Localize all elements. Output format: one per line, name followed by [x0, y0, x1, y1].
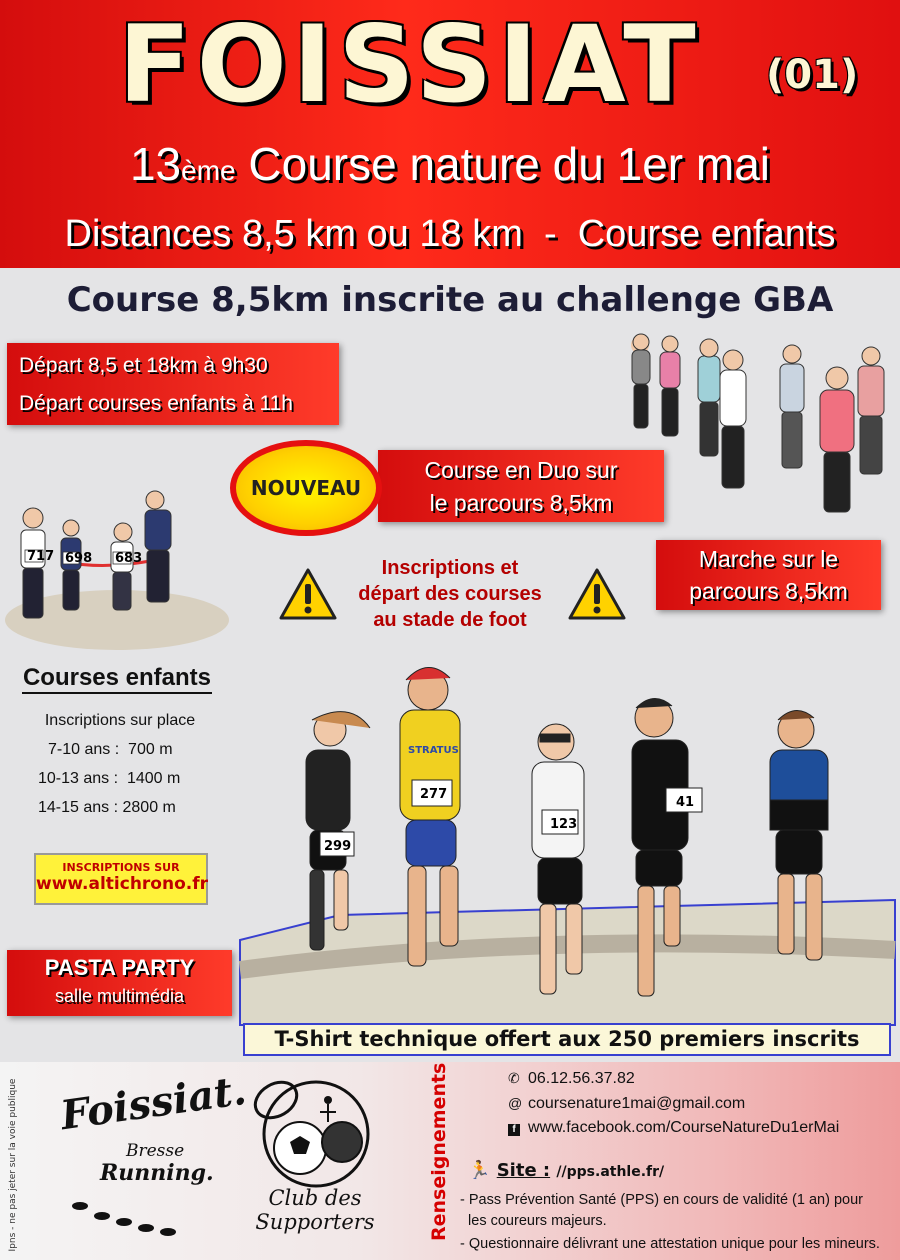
- departs-box: [7, 343, 339, 425]
- pasta-party-box: [7, 950, 232, 1016]
- ipns-notice: Ipns - ne pas jeter sur la voie publique: [8, 1078, 18, 1252]
- event-name: Course nature du 1er mai: [248, 138, 771, 190]
- phone-row: [508, 1070, 635, 1088]
- site-label: Site :: [496, 1160, 551, 1181]
- duo-line-2: le parcours 8,5km: [429, 490, 613, 516]
- depart-adults: Départ 8,5 et 18km à 9h30: [19, 354, 268, 377]
- club-line-2: Supporters: [255, 1210, 375, 1234]
- marche-box: [656, 540, 881, 610]
- bib-299: 299: [324, 839, 352, 854]
- stade-notice: [330, 555, 570, 633]
- enfants-item: 7-10 ans : 700 m: [48, 741, 173, 758]
- bib-41: 41: [676, 795, 695, 810]
- duo-course-box: [378, 450, 664, 522]
- bib-123: 123: [550, 817, 578, 832]
- department-number: (01): [766, 52, 859, 98]
- nouveau-badge: NOUVEAU: [230, 440, 382, 536]
- edition-suffix: ème: [181, 155, 236, 186]
- pps-line: - Questionnaire délivrant une attestation unique pour les mineurs.: [460, 1236, 880, 1252]
- tshirt-banner: T-Shirt technique offert aux 250 premiers inscrits: [243, 1023, 891, 1056]
- edition-number: 13: [129, 138, 182, 190]
- warning-icon-right: [567, 567, 627, 621]
- bib-717: 717: [27, 549, 55, 564]
- email-row: [508, 1095, 745, 1113]
- pps-line: - Pass Prévention Santé (PPS) en cours de validité (1 an) pour: [460, 1192, 863, 1208]
- enfants-item: Inscriptions sur place: [44, 712, 196, 729]
- pasta-title: PASTA PARTY: [44, 955, 195, 980]
- depart-children: Départ courses enfants à 11h: [19, 392, 293, 415]
- stade-line-2: départ des courses: [358, 583, 542, 605]
- marche-line-1: Marche sur le: [698, 546, 839, 572]
- club-line-1: Club des: [268, 1186, 362, 1210]
- challenge-heading: Course 8,5km inscrite au challenge GBA: [66, 280, 834, 320]
- warning-icon-left: [278, 567, 338, 621]
- pps-line: les coureurs majeurs.: [460, 1213, 607, 1229]
- at-icon: @: [508, 1095, 523, 1111]
- bib-277: 277: [420, 787, 448, 802]
- running-icon: 🏃: [468, 1160, 491, 1181]
- phone-icon: ✆: [508, 1070, 520, 1086]
- inscriptions-box[interactable]: [34, 853, 208, 905]
- runners-illustration: [240, 650, 895, 1030]
- distances-line: Distances 8,5 km ou 18 km - Course enfants: [64, 213, 836, 255]
- facebook-icon: f: [508, 1119, 528, 1136]
- logo-foissiat-text: Foissiat.: [57, 1066, 250, 1140]
- pasta-subtitle: salle multimédia: [54, 986, 185, 1006]
- footprints-icon: [72, 1202, 176, 1236]
- bib-683: 683: [115, 551, 143, 566]
- enfants-heading: Courses enfants: [22, 664, 212, 694]
- jersey-stratus: STRATUS: [408, 745, 459, 756]
- facebook-url[interactable]: www.facebook.com/CourseNatureDu1erMai: [528, 1119, 840, 1136]
- town-title: FOISSIAT: [118, 3, 702, 126]
- event-title: [0, 132, 900, 203]
- club-name: [230, 1186, 400, 1234]
- stade-line-1: Inscriptions et: [381, 557, 519, 579]
- renseignements-label: Renseignements: [428, 1062, 450, 1241]
- facebook-row: [508, 1119, 839, 1137]
- phone-number[interactable]: 06.12.56.37.82: [528, 1070, 635, 1087]
- email-address[interactable]: coursenature1mai@gmail.com: [528, 1095, 746, 1112]
- marche-line-2: parcours 8,5km: [689, 578, 848, 604]
- enfants-list: [20, 706, 220, 822]
- inscriptions-label: INSCRIPTIONS SUR: [62, 861, 180, 874]
- site-url[interactable]: //pps.athle.fr/: [556, 1164, 665, 1180]
- foissiat-running-logo: [40, 1066, 250, 1246]
- logo-running-text: Running.: [100, 1160, 214, 1186]
- inscriptions-url[interactable]: www.altichrono.fr: [36, 874, 209, 894]
- bib-698: 698: [65, 551, 93, 566]
- enfants-item: 14-15 ans : 2800 m: [38, 799, 176, 816]
- stade-line-3: au stade de foot: [373, 609, 527, 631]
- duo-line-1: Course en Duo sur: [424, 457, 618, 483]
- site-row: [468, 1160, 664, 1181]
- logo-bresse-text: Bresse: [126, 1141, 185, 1161]
- kids-race-illustration: [5, 500, 230, 650]
- enfants-item: 10-13 ans : 1400 m: [38, 770, 181, 787]
